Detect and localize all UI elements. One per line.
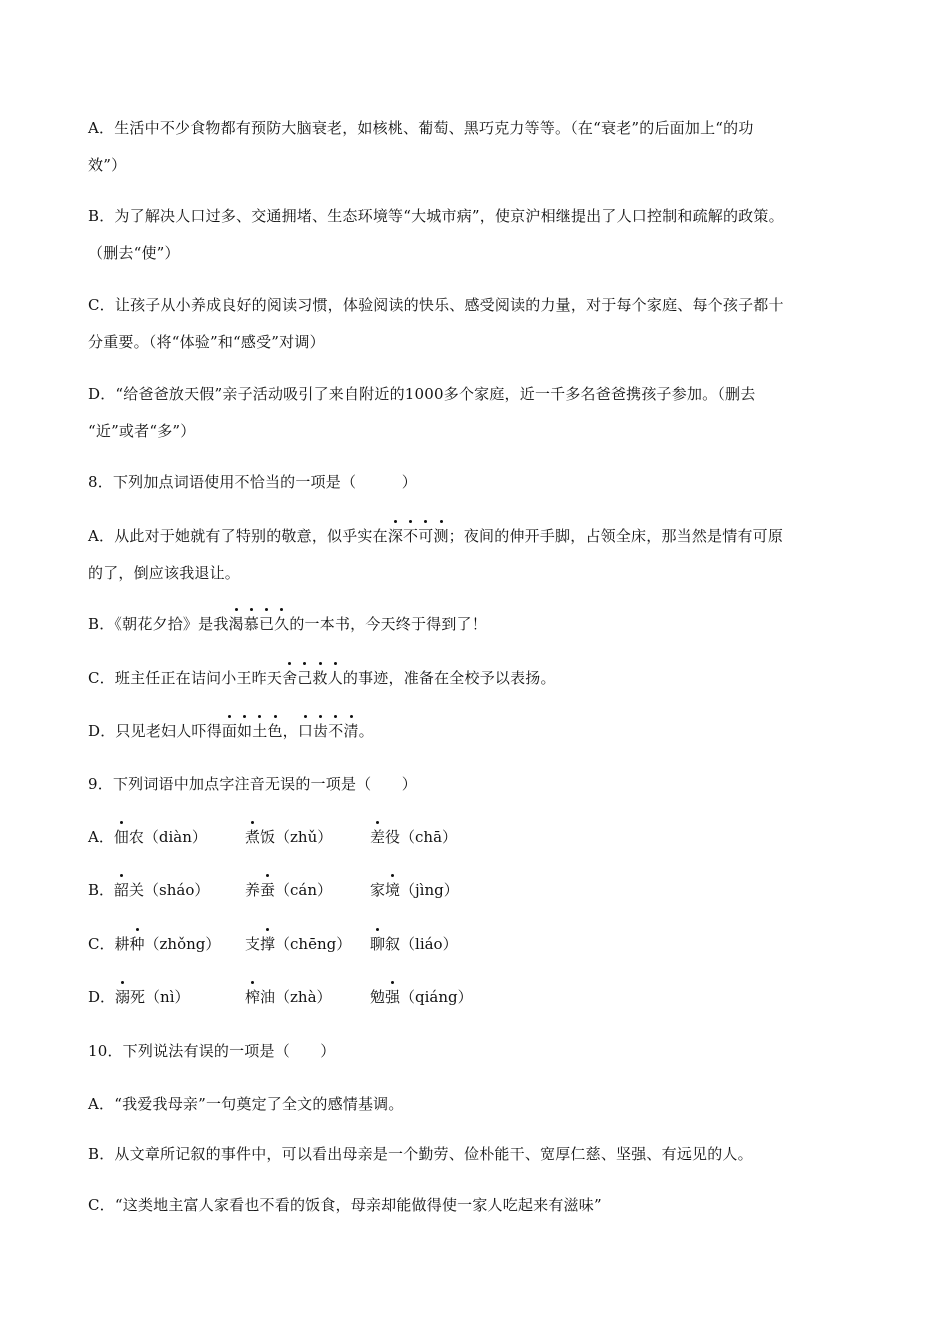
q8-option-b <box>88 614 487 634</box>
q7-option-b-line1: B．为了解决人口过多、交通拥堵、生态环境等“大城市病”，使京沪相继提出了人口控制和疏解的政策。 <box>88 207 784 225</box>
q9-word-rest: 死（nì） <box>130 988 190 1006</box>
q7-option-d-line2: “近”或者“多”） <box>88 422 196 440</box>
q9-word-rest: 关（sháo） <box>129 881 210 899</box>
q8-d-dotted1-char-1: 如 <box>237 722 253 740</box>
q8-a-pre: A．从此对于她就有了特别的敬意，似乎实在 <box>88 527 388 545</box>
q9-word-rest: （cán） <box>275 881 333 899</box>
q9-word-rest: 农（diàn） <box>128 828 207 846</box>
q10-option-c: C．“这类地主富人家看也不看的饭食，母亲却能做得使一家人吃起来有滋味” <box>88 1196 602 1214</box>
q8-d-mid: ， <box>282 722 298 740</box>
q8-c-post: 的事迹，准备在全校予以表扬。 <box>342 669 556 687</box>
q8-c-dotted-char-2: 救 <box>312 669 328 687</box>
q9-option-label: B． <box>88 881 115 899</box>
q9-dotted-char: 溺 <box>115 988 131 1006</box>
q9-dotted-char: 佃 <box>113 828 129 846</box>
q8-d-dotted1-char-3: 色 <box>267 722 283 740</box>
q9-dotted-char: 蚕 <box>260 881 276 899</box>
q9-word-rest: （zhǒng） <box>144 935 221 953</box>
q9-dotted-char: 榨 <box>245 988 261 1006</box>
q9-word-prefix: 耕 <box>114 935 130 953</box>
q8-b-pre: B．《朝花夕拾》是我 <box>88 615 229 633</box>
q8-b-dotted-phrase <box>229 615 290 633</box>
q9-dotted-char: 种 <box>129 935 145 953</box>
q9-option-label: A． <box>88 828 114 846</box>
q9-option-label: D． <box>88 988 116 1006</box>
q9-row-d-item-1 <box>245 987 332 1007</box>
q9-word-rest: （qiáng） <box>400 988 473 1006</box>
q9-word-rest: 油（zhà） <box>260 988 332 1006</box>
q8-option-d <box>88 721 374 741</box>
q8-b-dotted-char-2: 已 <box>258 615 275 633</box>
q8-stem: 8．下列加点词语使用不恰当的一项是（ ） <box>88 473 417 491</box>
q9-row-d-item-0 <box>88 987 190 1007</box>
q9-row-c-item-1 <box>245 934 351 954</box>
q10-option-b: B．从文章所记叙的事件中，可以看出母亲是一个勤劳、俭朴能干、宽厚仁慈、坚强、有远见的人。 <box>88 1145 753 1163</box>
q8-d-dotted2-char-0: 口 <box>297 722 314 740</box>
q9-stem: 9．下列词语中加点字注音无误的一项是（ ） <box>88 775 417 793</box>
q8-b-dotted-char-3: 久 <box>274 615 290 633</box>
q9-row-b-item-2 <box>370 880 459 900</box>
q9-word-rest: 叙（liáo） <box>385 935 458 953</box>
q7-option-c-line2: 分重要。（将“体验”和“感受”对调） <box>88 333 325 351</box>
q9-word-prefix: 家 <box>370 881 386 899</box>
q8-b-dotted-char-0: 渴 <box>228 615 244 633</box>
q8-d-post: 。 <box>358 722 374 740</box>
q8-c-dotted-char-3: 人 <box>327 669 343 687</box>
q8-d-dotted-phrase-1 <box>222 722 283 740</box>
q8-d-dotted2-char-2: 不 <box>328 722 344 740</box>
q9-row-b-item-1 <box>245 880 332 900</box>
q9-word-prefix: 支 <box>245 935 261 953</box>
q9-word-prefix: 养 <box>245 881 261 899</box>
q8-a-dotted-char-2: 可 <box>418 527 434 545</box>
q9-dotted-char: 聊 <box>370 935 386 953</box>
q9-row-c-item-2 <box>370 934 458 954</box>
q8-d-dotted1-char-2: 土 <box>252 722 268 740</box>
q7-option-a-line2: 效”） <box>88 156 127 174</box>
q8-a-dotted-char-3: 测 <box>433 527 449 545</box>
q9-row-d-item-2 <box>370 987 473 1007</box>
q9-option-label: C． <box>88 935 115 953</box>
q8-d-dotted1-char-0: 面 <box>221 722 238 740</box>
q9-word-rest: 饭（zhǔ） <box>260 828 333 846</box>
q8-a-dotted-phrase <box>388 527 449 545</box>
q8-d-dotted2-char-1: 齿 <box>313 722 329 740</box>
q8-b-dotted-char-1: 慕 <box>243 615 259 633</box>
q7-option-d-line1: D．“给爸爸放天假”亲子活动吸引了来自附近的1000多个家庭，近一千多名爸爸携孩子参加。（删去 <box>88 385 756 403</box>
q8-option-c <box>88 668 556 688</box>
q9-row-a-item-1 <box>245 827 332 847</box>
q9-word-prefix: 勉 <box>370 988 386 1006</box>
q8-option-a-line2: 的了，倒应该我退让。 <box>88 564 241 582</box>
q9-row-c-item-0 <box>88 934 220 954</box>
q7-option-a-line1: A．生活中不少食物都有预防大脑衰老，如核桃、葡萄、黑巧克力等等。（在“衰老”的后面加上“的功 <box>88 119 754 137</box>
q9-row-a-item-2 <box>370 827 457 847</box>
q9-row-b-item-0 <box>88 880 209 900</box>
q8-c-dotted-phrase <box>282 669 343 687</box>
q10-stem: 10．下列说法有误的一项是（ ） <box>88 1042 336 1060</box>
q8-a-dotted-char-1: 不 <box>403 527 419 545</box>
q9-dotted-char: 韶 <box>114 881 130 899</box>
q9-dotted-char: 煮 <box>245 828 261 846</box>
q8-d-dotted2-char-3: 清 <box>343 722 359 740</box>
q9-word-rest: （chēng） <box>275 935 352 953</box>
q8-a-dotted-char-0: 深 <box>387 527 404 545</box>
q9-word-rest: （jìng） <box>400 881 459 899</box>
q9-dotted-char: 撑 <box>260 935 276 953</box>
q8-d-dotted-phrase-2 <box>298 722 359 740</box>
q10-option-a: A．“我爱我母亲”一句奠定了全文的感情基调。 <box>88 1095 404 1113</box>
q9-word-rest: 役（chā） <box>385 828 458 846</box>
q9-row-a-item-0 <box>88 827 207 847</box>
q8-c-dotted-char-1: 己 <box>297 669 313 687</box>
q7-option-b-line2: （删去“使”） <box>88 244 180 262</box>
q8-d-pre: D．只见老妇人吓得 <box>88 722 222 740</box>
q8-c-pre: C．班主任正在诘问小王昨天 <box>88 669 283 687</box>
q9-dotted-char: 境 <box>385 881 401 899</box>
q8-a-post: ；夜间的伸开手脚，占领全床，那当然是情有可原 <box>448 527 784 545</box>
q8-b-post: 的一本书，今天终于得到了！ <box>289 615 487 633</box>
q9-dotted-char: 差 <box>370 828 386 846</box>
q8-option-a-line1 <box>88 526 783 546</box>
q7-option-c-line1: C．让孩子从小养成良好的阅读习惯，体验阅读的快乐、感受阅读的力量，对于每个家庭、每个孩子都十 <box>88 296 784 314</box>
q8-c-dotted-char-0: 舍 <box>282 669 298 687</box>
q9-dotted-char: 强 <box>385 988 401 1006</box>
